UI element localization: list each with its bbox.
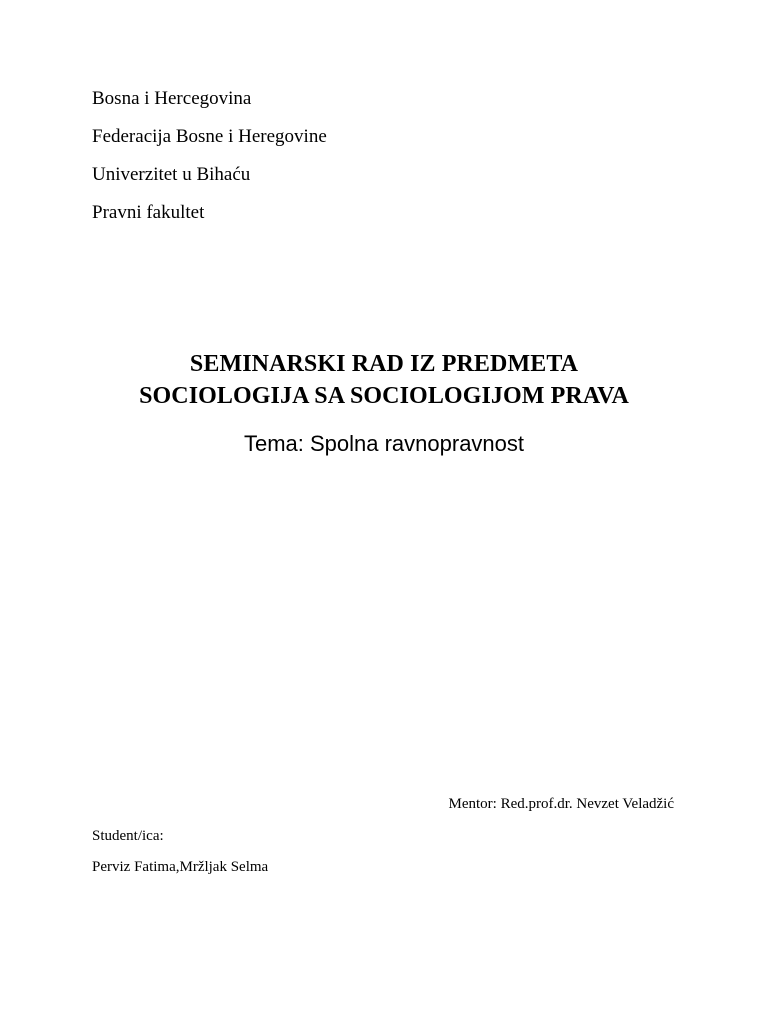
students-names: Perviz Fatima,Mržljak Selma: [92, 859, 269, 875]
header-federation: Federacija Bosne i Heregovine: [92, 126, 327, 147]
header-university: Univerzitet u Bihaću: [92, 164, 251, 185]
document-topic: Tema: Spolna ravnopravnost: [243, 431, 525, 456]
title-line-2: SOCIOLOGIJA SA SOCIOLOGIJOM PRAVA: [139, 383, 629, 409]
mentor-line: Mentor: Red.prof.dr. Nevzet Veladžić: [448, 796, 674, 812]
header-faculty: Pravni fakultet: [92, 202, 205, 223]
document-topic-block: [0, 430, 768, 458]
document-title: [0, 348, 768, 412]
header-country: Bosna i Hercegovina: [92, 88, 252, 109]
title-line-1: SEMINARSKI RAD IZ PREDMETA: [189, 351, 579, 377]
students-label: Student/ica:: [92, 828, 164, 844]
